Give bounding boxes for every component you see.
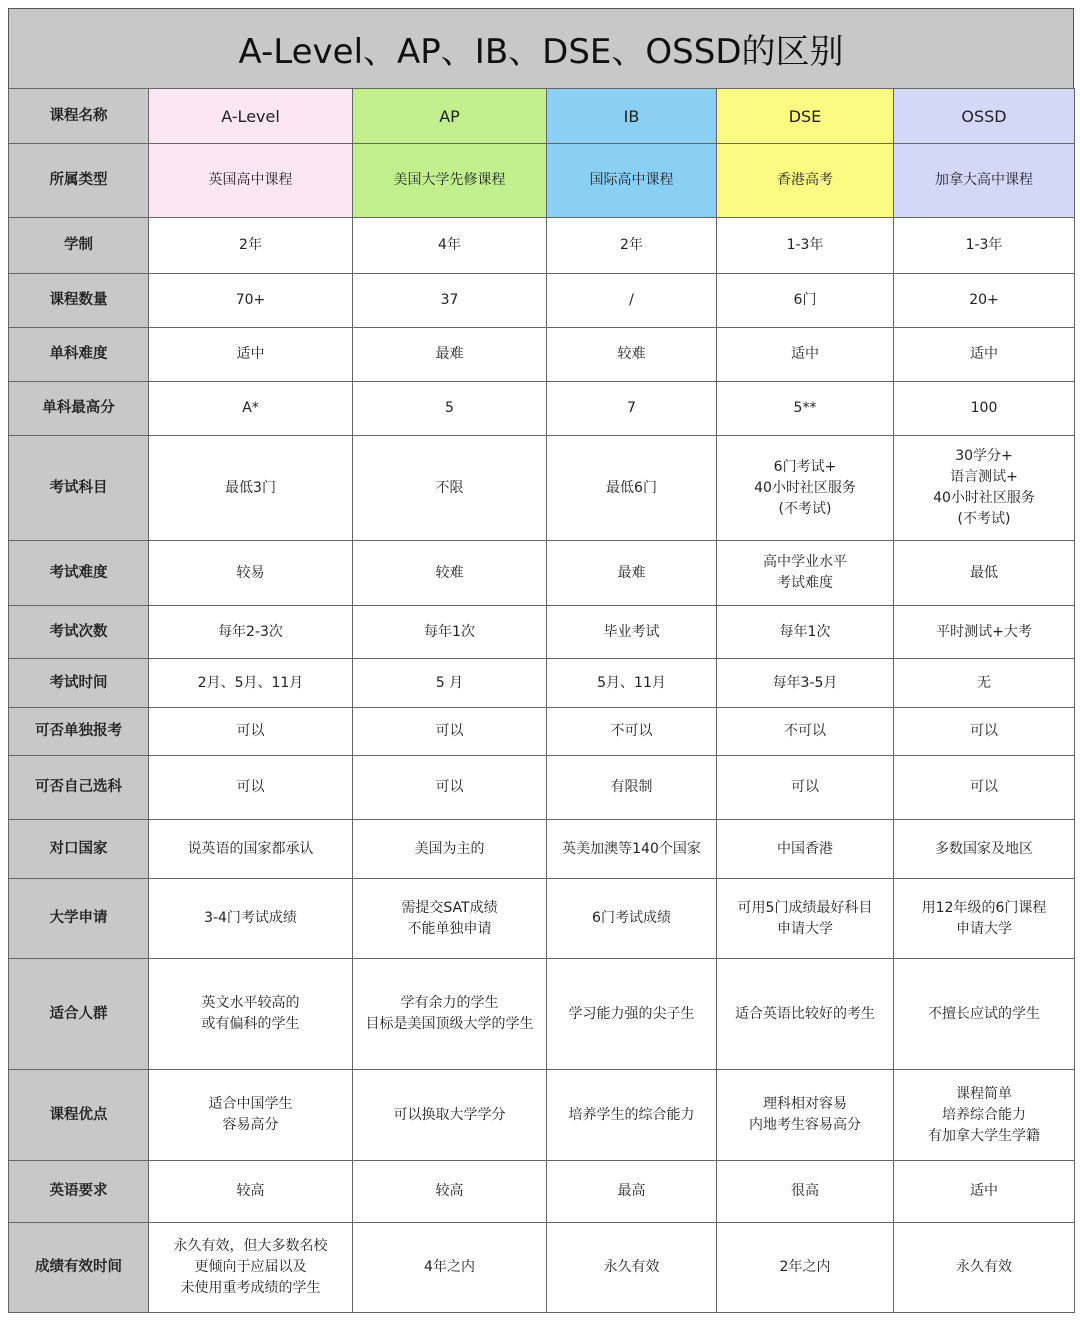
cell-a-level: 可以 [149, 756, 353, 820]
cell-dse: 可用5门成绩最好科目 申请大学 [717, 879, 894, 959]
cell-ib: 最难 [547, 541, 717, 606]
comparison-document [8, 8, 1074, 1313]
cell-ap: 最难 [353, 328, 547, 382]
cell-ap: 学有余力的学生 目标是美国顶级大学的学生 [353, 959, 547, 1070]
cell-dse: 每年3-5月 [717, 659, 894, 708]
cell-dse: 很高 [717, 1161, 894, 1223]
cell-dse: 中国香港 [717, 820, 894, 879]
page-title: A-Level、AP、IB、DSE、OSSD的区别 [8, 8, 1074, 88]
row-label: 成绩有效时间 [9, 1223, 149, 1313]
row-label: 学制 [9, 218, 149, 274]
cell-dse: 高中学业水平 考试难度 [717, 541, 894, 606]
cell-ap: 5 [353, 382, 547, 436]
table-row [9, 328, 1075, 382]
table-header-row [9, 89, 1075, 144]
cell-a-level: 可以 [149, 708, 353, 756]
cell-ib: 英美加澳等140个国家 [547, 820, 717, 879]
cell-ap: 可以换取大学学分 [353, 1070, 547, 1161]
cell-ossd: 可以 [894, 756, 1075, 820]
table-row [9, 756, 1075, 820]
cell-a-level: 70+ [149, 274, 353, 328]
cell-ap: 4年之内 [353, 1223, 547, 1313]
cell-ap: 不限 [353, 436, 547, 541]
cell-ap: 5 月 [353, 659, 547, 708]
table-row [9, 436, 1075, 541]
row-label: 考试科目 [9, 436, 149, 541]
cell-dse: 2年之内 [717, 1223, 894, 1313]
row-label: 对口国家 [9, 820, 149, 879]
cell-ap: 美国为主的 [353, 820, 547, 879]
row-label: 单科最高分 [9, 382, 149, 436]
table-row [9, 708, 1075, 756]
cell-ossd: 可以 [894, 708, 1075, 756]
cell-a-level: 英国高中课程 [149, 144, 353, 218]
table-row [9, 218, 1075, 274]
cell-ib: 国际高中课程 [547, 144, 717, 218]
cell-a-level: A* [149, 382, 353, 436]
row-label: 单科难度 [9, 328, 149, 382]
cell-dse: 5** [717, 382, 894, 436]
cell-a-level: 较易 [149, 541, 353, 606]
cell-a-level: 最低3门 [149, 436, 353, 541]
cell-dse: 可以 [717, 756, 894, 820]
cell-ib: 2年 [547, 218, 717, 274]
cell-ossd: 20+ [894, 274, 1075, 328]
table-row [9, 659, 1075, 708]
cell-ossd: 永久有效 [894, 1223, 1075, 1313]
cell-ossd: 适中 [894, 328, 1075, 382]
cell-ap: 37 [353, 274, 547, 328]
cell-dse: 适合英语比较好的考生 [717, 959, 894, 1070]
cell-ib: 较难 [547, 328, 717, 382]
cell-a-level: 每年2-3次 [149, 606, 353, 659]
cell-ib: 永久有效 [547, 1223, 717, 1313]
row-label: 适合人群 [9, 959, 149, 1070]
table-row [9, 820, 1075, 879]
cell-a-level: 2年 [149, 218, 353, 274]
cell-ap: 较难 [353, 541, 547, 606]
column-header-dse: DSE [717, 89, 894, 144]
comparison-table [8, 88, 1075, 1313]
cell-a-level: 3-4门考试成绩 [149, 879, 353, 959]
row-label: 英语要求 [9, 1161, 149, 1223]
cell-ib: 有限制 [547, 756, 717, 820]
cell-dse: 不可以 [717, 708, 894, 756]
cell-dse: 理科相对容易 内地考生容易高分 [717, 1070, 894, 1161]
column-header-ossd: OSSD [894, 89, 1075, 144]
cell-ib: 学习能力强的尖子生 [547, 959, 717, 1070]
cell-ap: 美国大学先修课程 [353, 144, 547, 218]
table-row [9, 382, 1075, 436]
cell-a-level: 永久有效，但大多数名校 更倾向于应届以及 未使用重考成绩的学生 [149, 1223, 353, 1313]
cell-ossd: 适中 [894, 1161, 1075, 1223]
cell-ib: 7 [547, 382, 717, 436]
row-label: 所属类型 [9, 144, 149, 218]
cell-dse: 每年1次 [717, 606, 894, 659]
table-row [9, 1070, 1075, 1161]
cell-ossd: 不擅长应试的学生 [894, 959, 1075, 1070]
row-label: 课程优点 [9, 1070, 149, 1161]
cell-ossd: 最低 [894, 541, 1075, 606]
cell-ossd: 课程简单 培养综合能力 有加拿大学生学籍 [894, 1070, 1075, 1161]
row-label: 课程名称 [9, 89, 149, 144]
cell-ib: 不可以 [547, 708, 717, 756]
table-row [9, 606, 1075, 659]
table-row [9, 959, 1075, 1070]
cell-ib: 5月、11月 [547, 659, 717, 708]
column-header-ib: IB [547, 89, 717, 144]
table-row [9, 1223, 1075, 1313]
cell-ossd: 无 [894, 659, 1075, 708]
cell-dse: 适中 [717, 328, 894, 382]
cell-ossd: 多数国家及地区 [894, 820, 1075, 879]
row-label: 考试时间 [9, 659, 149, 708]
table-row [9, 879, 1075, 959]
cell-dse: 香港高考 [717, 144, 894, 218]
row-label: 大学申请 [9, 879, 149, 959]
cell-ib: / [547, 274, 717, 328]
cell-ossd: 30学分+ 语言测试+ 40小时社区服务 (不考试) [894, 436, 1075, 541]
cell-a-level: 适中 [149, 328, 353, 382]
row-label: 考试次数 [9, 606, 149, 659]
cell-ap: 需提交SAT成绩 不能单独申请 [353, 879, 547, 959]
cell-ossd: 100 [894, 382, 1075, 436]
column-header-ap: AP [353, 89, 547, 144]
row-label: 可否单独报考 [9, 708, 149, 756]
cell-ap: 每年1次 [353, 606, 547, 659]
cell-ossd: 用12年级的6门课程 申请大学 [894, 879, 1075, 959]
cell-ossd: 加拿大高中课程 [894, 144, 1075, 218]
cell-ib: 毕业考试 [547, 606, 717, 659]
cell-ap: 4年 [353, 218, 547, 274]
cell-dse: 6门考试+ 40小时社区服务 (不考试) [717, 436, 894, 541]
table-row [9, 274, 1075, 328]
table-row [9, 541, 1075, 606]
row-label: 考试难度 [9, 541, 149, 606]
cell-a-level: 2月、5月、11月 [149, 659, 353, 708]
cell-ib: 最低6门 [547, 436, 717, 541]
cell-ib: 培养学生的综合能力 [547, 1070, 717, 1161]
cell-ap: 较高 [353, 1161, 547, 1223]
cell-ap: 可以 [353, 708, 547, 756]
cell-dse: 1-3年 [717, 218, 894, 274]
column-header-a-level: A-Level [149, 89, 353, 144]
table-row [9, 1161, 1075, 1223]
cell-ap: 可以 [353, 756, 547, 820]
cell-a-level: 适合中国学生 容易高分 [149, 1070, 353, 1161]
cell-a-level: 较高 [149, 1161, 353, 1223]
cell-ossd: 1-3年 [894, 218, 1075, 274]
row-label: 课程数量 [9, 274, 149, 328]
cell-a-level: 说英语的国家都承认 [149, 820, 353, 879]
cell-dse: 6门 [717, 274, 894, 328]
table-row [9, 144, 1075, 218]
cell-ib: 最高 [547, 1161, 717, 1223]
cell-ossd: 平时测试+大考 [894, 606, 1075, 659]
cell-a-level: 英文水平较高的 或有偏科的学生 [149, 959, 353, 1070]
row-label: 可否自己选科 [9, 756, 149, 820]
cell-ib: 6门考试成绩 [547, 879, 717, 959]
